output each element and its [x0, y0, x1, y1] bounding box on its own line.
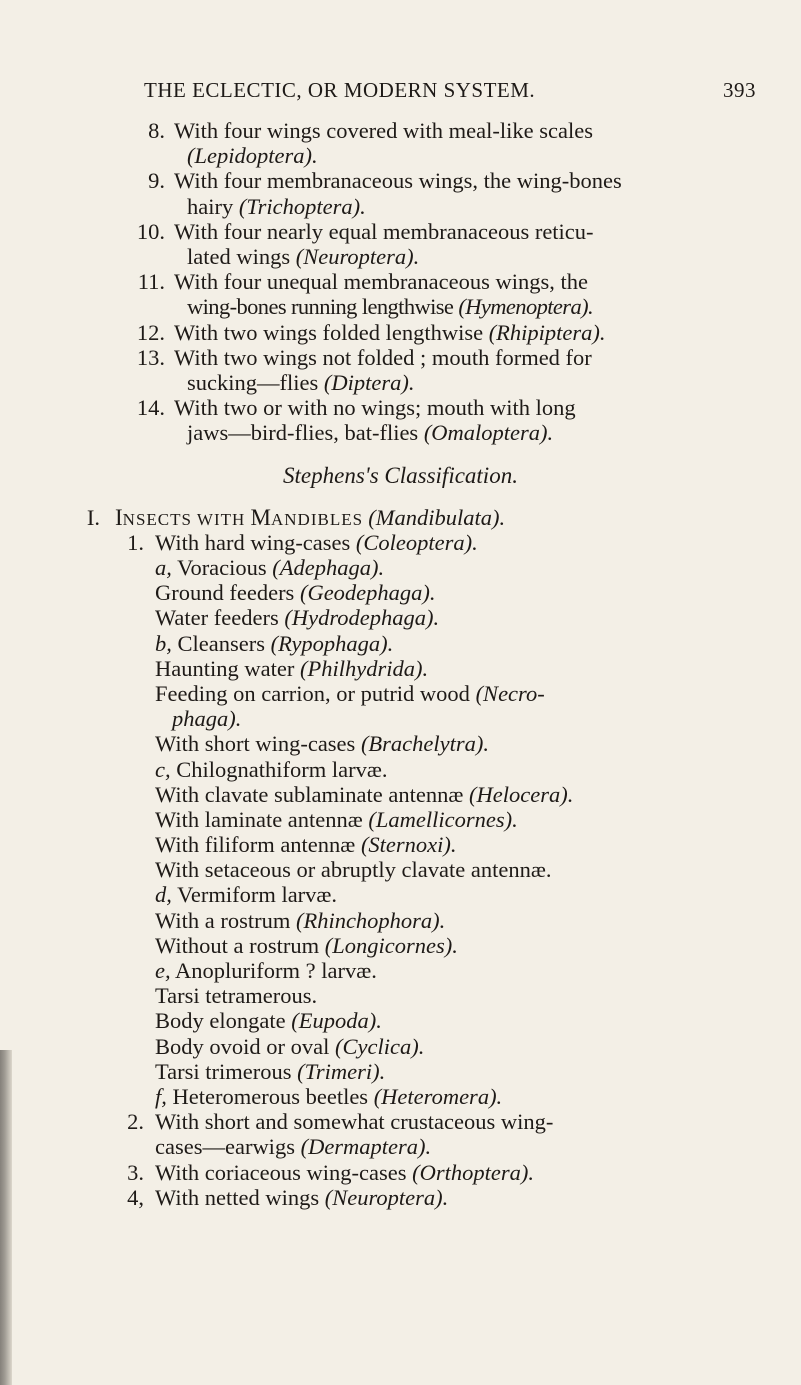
item-number: 9.: [148, 168, 165, 194]
item-11-line-2: [0, 294, 801, 319]
page-body: [0, 118, 801, 1210]
item-13-line-1: [0, 345, 801, 370]
taxon-name: (Coleoptera).: [355, 529, 478, 555]
spacer: [0, 445, 801, 463]
item-text: hairy: [187, 193, 239, 219]
list-line: [0, 681, 801, 706]
item-text: With two wings not folded ; mouth formed for: [174, 344, 592, 370]
taxon-name: (Omaloptera).: [423, 420, 554, 446]
taxon-name: (Rhipiptera).: [488, 319, 606, 345]
list-line: [0, 1008, 801, 1033]
list-line: [0, 1185, 801, 1210]
list-line: [0, 1084, 801, 1109]
item-text: Cleansers: [171, 630, 271, 656]
taxon-name: (Neuroptera).: [324, 1184, 449, 1210]
section-heading: [0, 463, 801, 488]
item-text: With coriaceous wing-cases: [155, 1159, 413, 1185]
list-line: [0, 1134, 801, 1159]
list-line: [0, 882, 801, 907]
list-line: [0, 656, 801, 681]
item-text: jaws—bird-flies, bat-flies: [187, 420, 424, 446]
sub-label: c,: [155, 756, 171, 782]
item-14-line-1: [0, 395, 801, 420]
roman-numeral: I.: [86, 504, 100, 530]
item-10-line-2: [0, 244, 801, 269]
sub-label: a,: [155, 555, 172, 580]
item-text: Voracious: [171, 555, 273, 580]
item-number: 3.: [127, 1159, 144, 1185]
list-line: [0, 530, 801, 555]
list-line: [0, 782, 801, 807]
taxon-name: (Trichoptera).: [238, 193, 366, 219]
item-text: With setaceous or abruptly clavate antennæ.: [155, 857, 552, 883]
item-text: With hard wing-cases: [155, 529, 356, 555]
sub-label: e,: [155, 958, 171, 983]
item-text: Haunting water: [155, 655, 300, 681]
item-number: 2.: [127, 1109, 144, 1135]
item-text: Anopluriform ? larvæ.: [170, 958, 377, 983]
item-9-line-2: [0, 194, 801, 219]
section-i-title: [0, 505, 801, 530]
item-text: Tarsi tetramerous.: [155, 983, 318, 1009]
list-line: [0, 983, 801, 1008]
list-line: [0, 605, 801, 630]
page-number: 393: [723, 78, 756, 102]
taxon-name: (Rhinchophora).: [295, 907, 446, 933]
taxon-name: (Lepidoptera).: [187, 143, 318, 169]
taxon-name: (Philhydrida).: [299, 655, 429, 681]
list-line: [0, 857, 801, 882]
taxon-name: (Geodephaga).: [299, 580, 436, 606]
item-text: With two wings folded lengthwise: [174, 319, 489, 345]
taxon-name: (Eupoda).: [291, 1008, 382, 1034]
item-text: With a rostrum: [155, 907, 296, 933]
item-9-line-1: [0, 168, 801, 193]
taxon-name: (Cyclica).: [335, 1033, 425, 1059]
item-text: Heteromerous beetles: [166, 1083, 374, 1109]
list-line: [0, 731, 801, 756]
item-text: Water feeders: [155, 605, 285, 631]
item-8-line-2: [0, 143, 801, 168]
taxon-name: (Hydrodephaga).: [284, 605, 440, 631]
taxon-name: (Heteromera).: [373, 1083, 503, 1109]
list-line: [0, 1034, 801, 1059]
taxon-name: (Mandibulata).: [368, 504, 506, 530]
item-text: With filiform antennæ: [155, 832, 361, 858]
taxon-name: (Sternoxi).: [360, 832, 457, 858]
taxon-name: (Diptera).: [323, 369, 415, 395]
taxon-name: (Rypophaga).: [270, 630, 394, 656]
running-header: [144, 78, 756, 108]
list-line: [0, 933, 801, 958]
sub-label: d,: [155, 882, 172, 908]
taxon-name: (Necro-: [475, 680, 545, 706]
item-text: Body ovoid or oval: [155, 1033, 335, 1059]
list-line: [0, 706, 801, 731]
item-12-line-1: [0, 320, 801, 345]
item-text: With short wing-cases: [155, 731, 361, 757]
taxon-name: (Trimeri).: [297, 1058, 386, 1084]
taxon-name: (Dermaptera).: [300, 1134, 432, 1160]
list-line: [0, 807, 801, 832]
item-text: With four unequal membranaceous wings, the: [174, 269, 588, 295]
smallcaps-text: NSECTS WITH: [122, 509, 251, 529]
item-text: sucking—flies: [187, 369, 324, 395]
smallcaps-initial: M: [250, 504, 271, 530]
smallcaps-initial: I: [115, 504, 123, 530]
item-text: wing-bones running lengthwise: [187, 294, 459, 320]
taxon-name: (Lamellicornes).: [368, 806, 518, 832]
item-14-line-2: [0, 420, 801, 445]
list-line: [0, 1059, 801, 1084]
item-text: Body elongate: [155, 1008, 292, 1034]
list-line: [0, 908, 801, 933]
item-text: Tarsi trimerous: [155, 1058, 298, 1084]
item-number: 13.: [136, 344, 165, 370]
sub-label: f,: [155, 1083, 167, 1109]
item-11-line-1: [0, 269, 801, 294]
item-text: With four wings covered with meal-like scales: [174, 118, 593, 143]
running-title: THE ECLECTIC, OR MODERN SYSTEM.: [144, 78, 536, 102]
spacer: [0, 489, 801, 505]
item-text: lated wings: [187, 243, 296, 269]
item-text: With four nearly equal membranaceous reticu-: [174, 218, 594, 244]
taxon-name: (Longicornes).: [324, 932, 458, 958]
item-number: 11.: [137, 269, 165, 295]
taxon-name: (Adephaga).: [272, 555, 385, 580]
sub-label: b,: [155, 630, 172, 656]
item-text: With two or with no wings; mouth with long: [174, 395, 576, 421]
item-number: 1.: [127, 529, 144, 555]
item-text: Feeding on carrion, or putrid wood: [155, 680, 476, 706]
list-line: [0, 555, 801, 580]
item-13-line-2: [0, 370, 801, 395]
section-heading-text: Stephens's Classification.: [283, 463, 518, 489]
taxon-name: (Brachelytra).: [360, 731, 490, 757]
smallcaps-text: ANDIBLES: [270, 509, 369, 529]
item-text: Vermiform larvæ.: [171, 882, 338, 908]
item-text: With clavate sublaminate antennæ: [155, 781, 469, 807]
list-line: [0, 958, 801, 983]
list-line: [0, 580, 801, 605]
list-line: [0, 1109, 801, 1134]
item-number: 14.: [136, 395, 165, 421]
taxon-name: (Helocera).: [469, 781, 574, 807]
list-line: [0, 1160, 801, 1185]
item-number: 12.: [136, 319, 165, 345]
taxon-name: (Orthoptera).: [412, 1159, 534, 1185]
item-number: 4,: [127, 1184, 144, 1210]
item-text: With short and somewhat crustaceous wing-: [155, 1109, 554, 1135]
list-line: [0, 757, 801, 782]
item-10-line-1: [0, 219, 801, 244]
item-text: Ground feeders: [155, 580, 300, 606]
item-text: Without a rostrum: [155, 932, 325, 958]
item-text: cases—earwigs: [155, 1134, 301, 1160]
taxon-name: (Hymenoptera).: [458, 294, 594, 320]
taxon-name: (Neuroptera).: [295, 243, 420, 269]
item-number: 10.: [136, 218, 165, 244]
taxon-name: phaga).: [172, 706, 242, 732]
item-text: With four membranaceous wings, the wing-bones: [174, 168, 622, 194]
item-text: Chilognathiform larvæ.: [170, 756, 388, 782]
item-text: With netted wings: [155, 1184, 325, 1210]
list-line: [0, 631, 801, 656]
list-line: [0, 832, 801, 857]
item-number: 8.: [148, 118, 165, 143]
item-8-line-1: [0, 118, 801, 143]
item-text: With laminate antennæ: [155, 806, 369, 832]
